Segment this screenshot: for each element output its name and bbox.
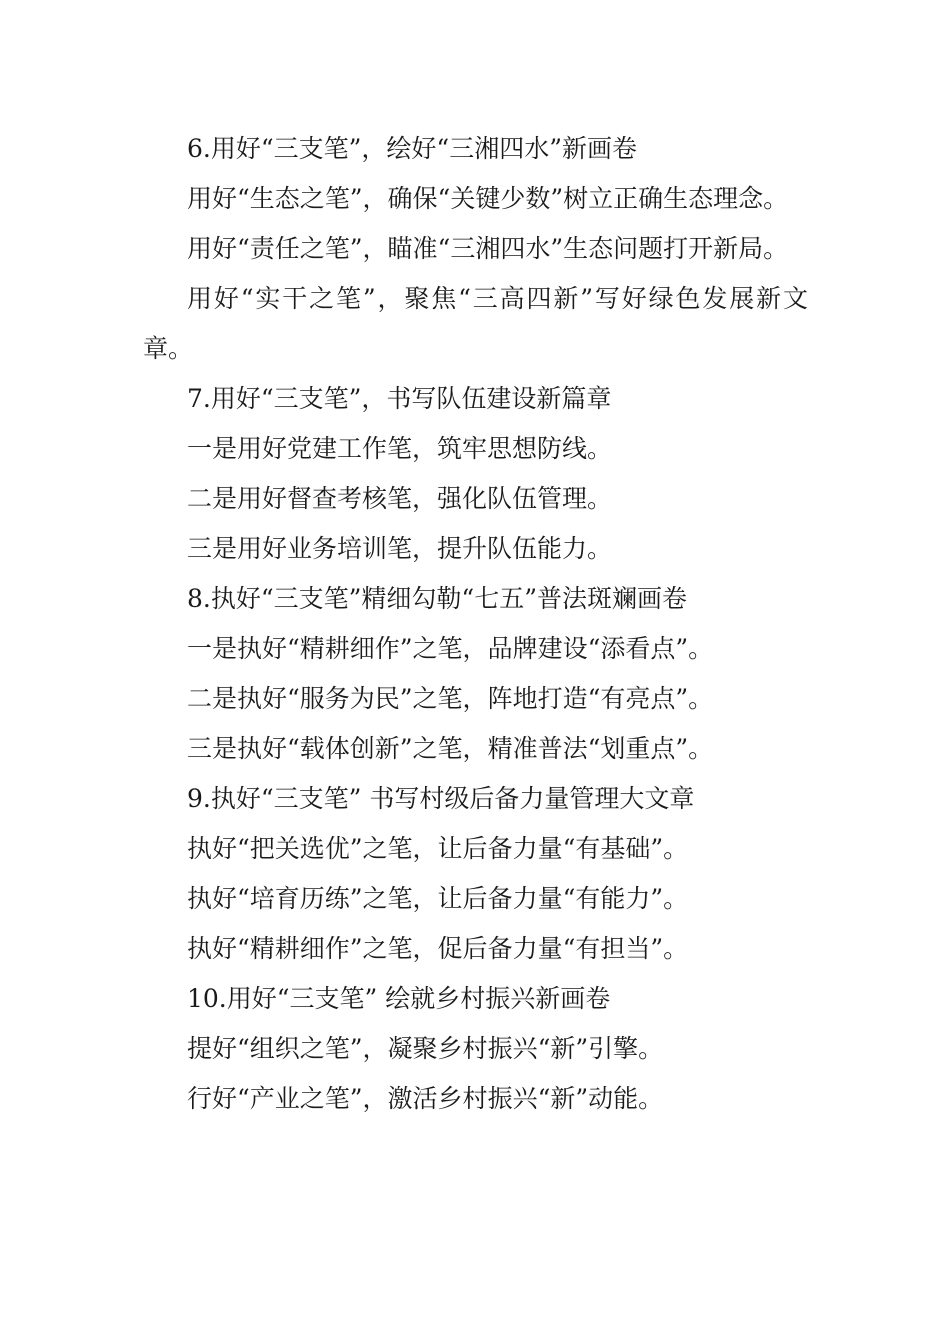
paragraph: 二是执好“服务为民”之笔，阵地打造“有亮点”。 bbox=[187, 684, 714, 713]
paragraph: 一是执好“精耕细作”之笔，品牌建设“添看点”。 bbox=[187, 634, 714, 663]
paragraph: 执好“培育历练”之笔，让后备力量“有能力”。 bbox=[187, 884, 689, 913]
paragraph: 提好“组织之笔”，凝聚乡村振兴“新”引擎。 bbox=[187, 1034, 664, 1063]
paragraph: 三是用好业务培训笔，提升队伍能力。 bbox=[187, 534, 613, 563]
paragraph: 用好“实干之笔”，聚焦“三高四新”写好绿色发展新文章。 bbox=[143, 284, 808, 363]
paragraph: 行好“产业之笔”，激活乡村振兴“新”动能。 bbox=[187, 1084, 664, 1113]
paragraph: 用好“生态之笔”，确保“关键少数”树立正确生态理念。 bbox=[187, 184, 789, 213]
paragraph: 用好“责任之笔”，瞄准“三湘四水”生态问题打开新局。 bbox=[187, 234, 789, 263]
document-body bbox=[143, 124, 808, 1124]
paragraph: 执好“把关选优”之笔，让后备力量“有基础”。 bbox=[187, 834, 689, 863]
section-heading-7: 7.用好“三支笔”，书写队伍建设新篇章 bbox=[187, 384, 612, 413]
paragraph: 一是用好党建工作笔，筑牢思想防线。 bbox=[187, 434, 613, 463]
paragraph: 执好“精耕细作”之笔，促后备力量“有担当”。 bbox=[187, 934, 689, 963]
paragraph: 二是用好督查考核笔，强化队伍管理。 bbox=[187, 484, 613, 513]
section-heading-9: 9.执好“三支笔” 书写村级后备力量管理大文章 bbox=[187, 784, 695, 813]
section-heading-6: 6.用好“三支笔”，绘好“三湘四水”新画卷 bbox=[187, 134, 637, 163]
section-heading-8: 8.执好“三支笔”精细勾勒“七五”普法斑斓画卷 bbox=[187, 584, 687, 613]
section-heading-10: 10.用好“三支笔” 绘就乡村振兴新画卷 bbox=[187, 984, 611, 1013]
paragraph: 三是执好“载体创新”之笔，精准普法“划重点”。 bbox=[187, 734, 714, 763]
